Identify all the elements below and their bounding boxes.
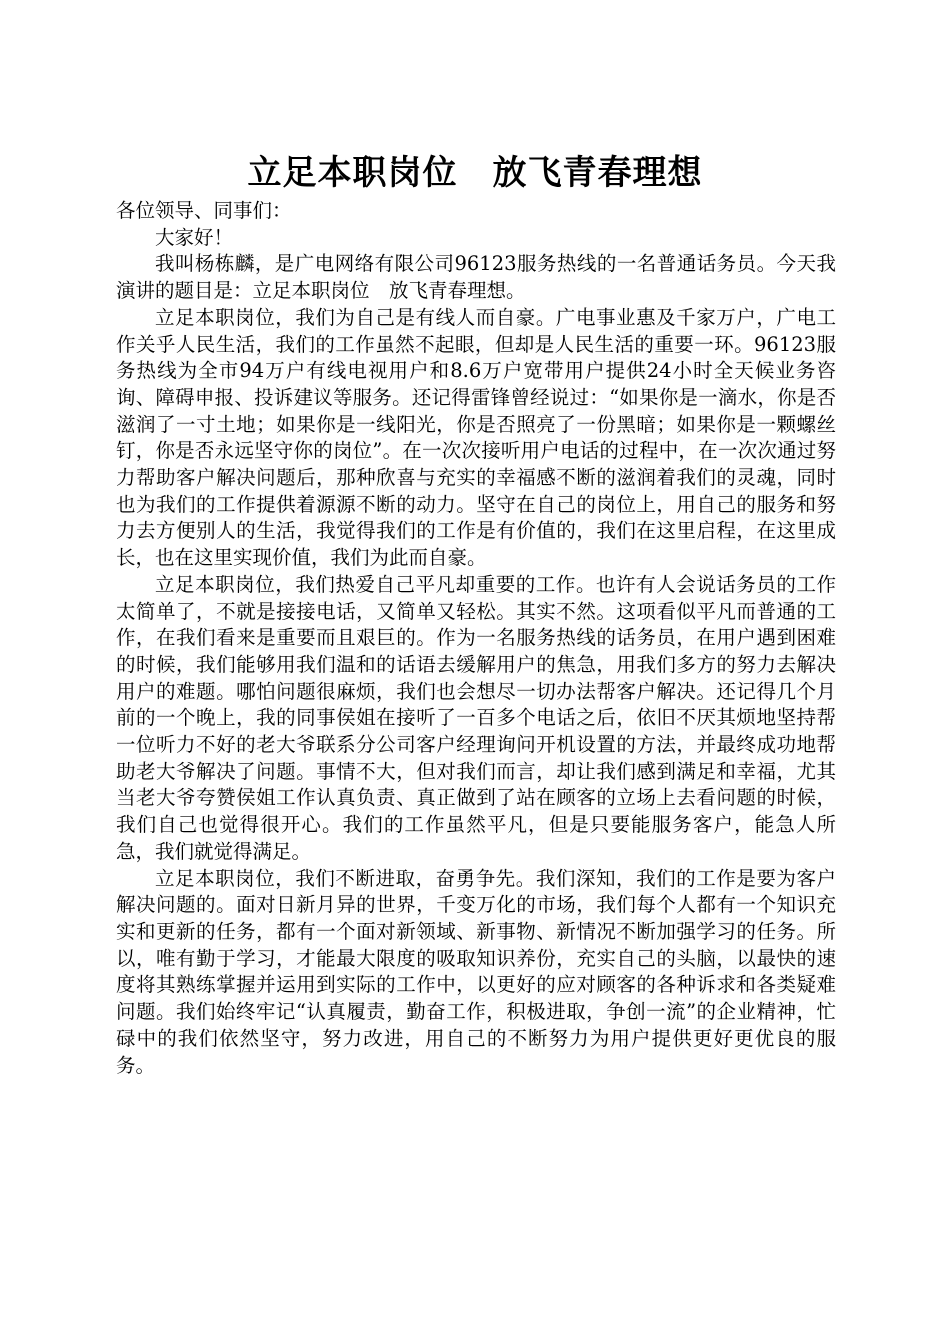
document-title: 立足本职岗位 放飞青春理想: [247, 153, 703, 193]
paragraph-greeting: 大家好！: [155, 225, 234, 249]
paragraph-introduction: 我叫杨栋麟，是广电网络有限公司96123服务热线的一名普通话务员。今天我演讲的题目是：立足本职岗位 放飞青春理想。: [116, 252, 836, 303]
paragraph-love-work: 立足本职岗位，我们热爱自己平凡却重要的工作。也许有人会说话务员的工作太简单了，不就是接接电话，又简单又轻松。其实不然。这项看似平凡而普通的工作，在我们看来是重要而且艰巨的。作为一名服务热线的话务员，在用户遇到困难的时候，我们能够用我们温和的话语去缓解用户的焦急，用我们多方的努力去解决用户的难题。哪怕问题很麻烦，我们也会想尽一切办法帮客户解决。还记得几个月前的一个晚上，我的同事侯姐在接听了一百多个电话之后，依旧不厌其烦地坚持帮一位听力不好的老大爷联系分公司客户经理询问开机设置的方法，并最终成功地帮助老大爷解决了问题。事情不大，但对我们而言，却让我们感到满足和幸福，尤其当老大爷夸赞侯姐工作认真负责、真正做到了站在顾客的立场上去看问题的时候，我们自己也觉得很开心。我们的工作虽然平凡，但是只要能服务客户，能急人所急，我们就觉得满足。: [116, 572, 836, 863]
document-body: [116, 198, 836, 1079]
salutation: 各位领导、同事们：: [116, 199, 292, 222]
paragraph-progress: 立足本职岗位，我们不断进取，奋勇争先。我们深知，我们的工作是要为客户解决问题的。面对日新月异的世界，千变万化的市场，我们每个人都有一个知识充实和更新的任务，都有一个面对新领域、新事物、新情况不断加强学习的任务。所以，唯有勤于学习，才能最大限度的吸取知识养份，充实自己的头脑，以最快的速度将其熟练掌握并运用到实际的工作中，以更好的应对顾客的各种诉求和各类疑难问题。我们始终牢记“认真履责，勤奋工作，积极进取，争创一流”的企业精神，忙碌中的我们依然坚守，努力改进，用自己的不断努力为用户提供更好更优良的服务。: [116, 866, 836, 1077]
paragraph-pride: 立足本职岗位，我们为自己是有线人而自豪。广电事业惠及千家万户，广电工作关乎人民生活，我们的工作虽然不起眼，但却是人民生活的重要一环。96123服务热线为全市94万户有线电视用户和8.6万户宽带用户提供24小时全天候业务咨询、障碍申报、投诉建议等服务。还记得雷锋曾经说过：“如果你是一滴水，你是否滋润了一寸土地；如果你是一线阳光，你是否照亮了一份黑暗；如果你是一颗螺丝钉，你是否永远坚守你的岗位”。在一次次接听用户电话的过程中，在一次次通过努力帮助客户解决问题后，那种欣喜与充实的幸福感不断的滋润着我们的灵魂，同时也为我们的工作提供着源源不断的动力。坚守在自己的岗位上，用自己的服务和努力去方便别人的生活，我觉得我们的工作是有价值的，我们在这里启程，在这里成长，也在这里实现价值，我们为此而自豪。: [116, 305, 836, 570]
